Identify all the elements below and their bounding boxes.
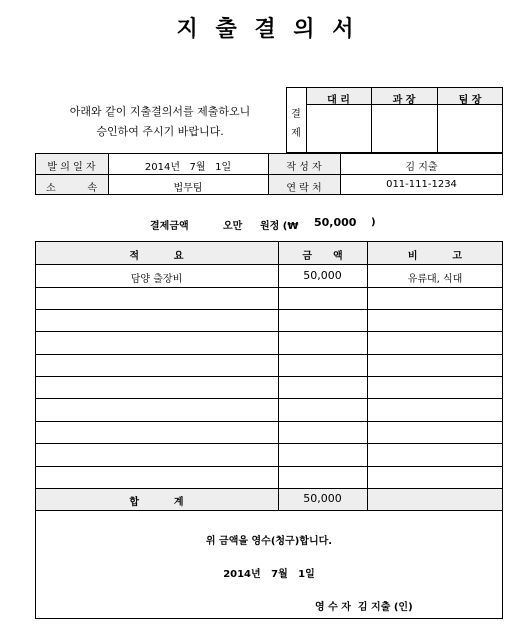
amount-label: 결제금액 [150,221,189,232]
receipt-statement: 위 금액을 영수(청구)합니다. [205,536,333,547]
col-header-note: 비 고 [407,251,463,262]
issue-date-value: 2014년 7월 1일 [144,162,232,173]
total-label: 합 계 [129,497,184,508]
row1-amount: 50,000 [303,269,342,282]
approval-label-top: 결 [291,109,301,120]
dept-value: 법무팀 [173,183,203,194]
col-header-desc: 적 요 [129,251,184,262]
author-value: 김 지출 [405,162,438,173]
document-title: 지 출 결 의 서 [176,17,356,42]
issue-date-label: 발 의 일 자 [47,162,96,173]
approval-col-manager: 과 장 [392,95,416,106]
approval-col-teamlead: 팀 장 [458,95,482,106]
author-label: 작 성 자 [286,162,322,173]
col-header-amount: 금 액 [302,251,343,262]
items-table [35,241,503,619]
amount-currency: 원정 (₩ [260,221,299,232]
row1-desc: 담양 출장비 [130,274,183,285]
dept-label: 소 속 [45,183,98,194]
amount-value: 50,000 [314,216,357,229]
approval-label-bottom: 제 [291,128,301,139]
contact-value: 011-111-1234 [386,179,457,190]
amount-close: ) [371,217,376,228]
total-amount: 50,000 [303,492,342,505]
contact-label: 연 락 처 [286,183,322,194]
request-text-line1: 아래와 같이 지출결의서를 제출하오니 [69,105,251,118]
row1-note: 유류대, 식대 [407,274,463,285]
receiver-signature: 영 수 자 김 지출 (인) [315,602,413,613]
request-text-line2: 승인하여 주시기 바랍니다. [96,125,224,138]
approval-col-deputy: 대 리 [327,95,350,106]
receipt-date: 2014년 7월 1일 [223,569,315,580]
amount-korean: 오만 [223,221,243,232]
